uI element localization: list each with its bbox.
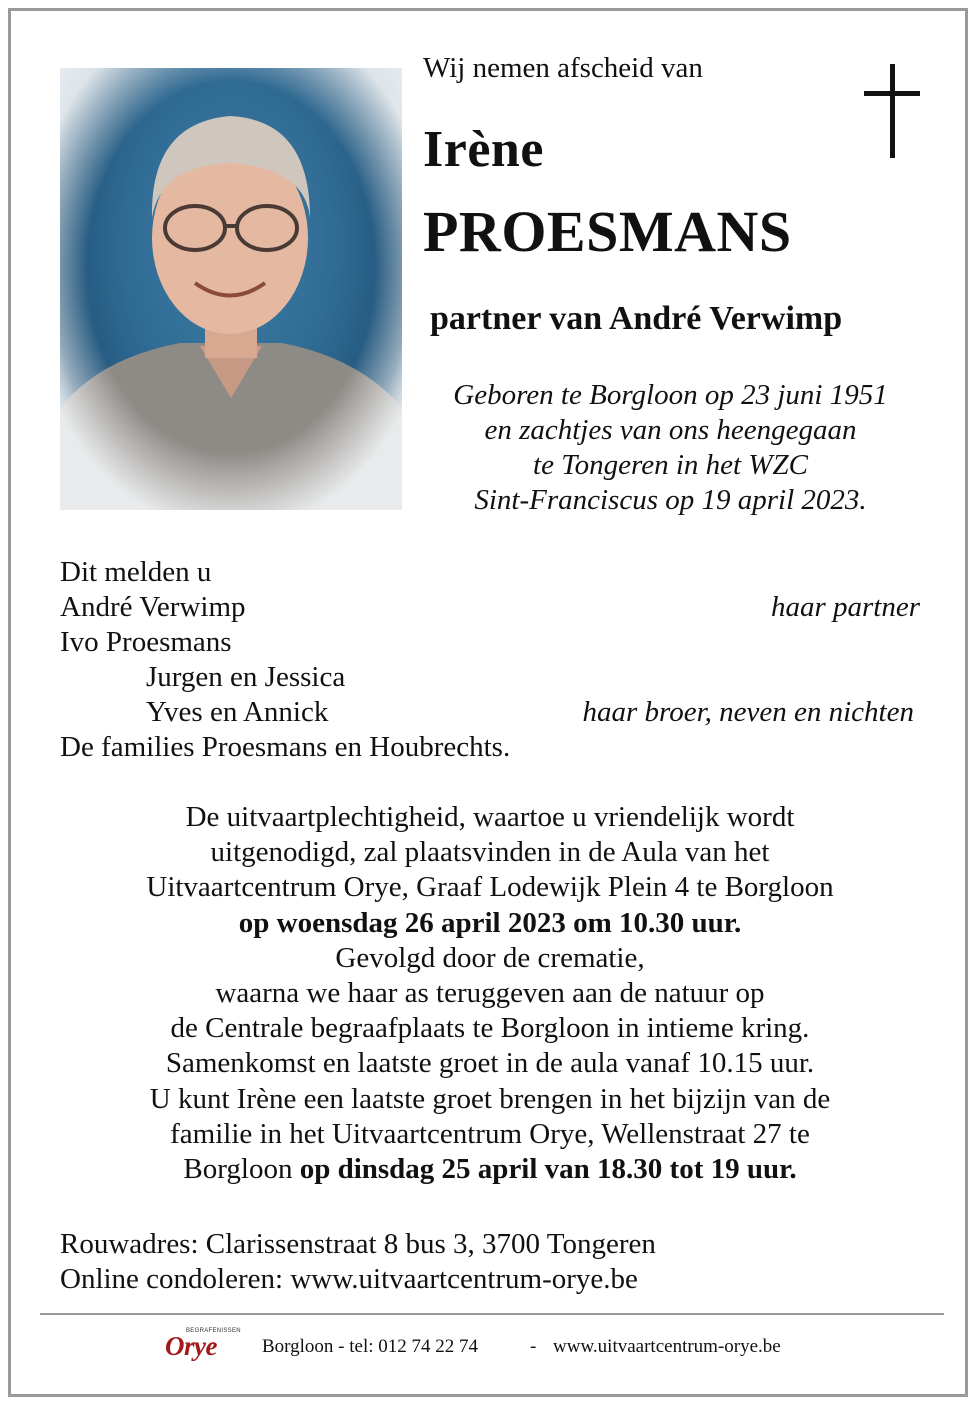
last-name: PROESMANS — [423, 199, 792, 264]
intro-text: Wij nemen afscheid van — [423, 52, 703, 84]
ceremony-line — [40, 1152, 940, 1187]
relative-name: Yves en Annick — [146, 696, 329, 728]
visit-date: op dinsdag 25 april van 18.30 tot 19 uur. — [299, 1153, 797, 1186]
mourning-address: Rouwadres: Clarissenstraat 8 bus 3, 3700 Tongeren — [60, 1228, 656, 1260]
relatives-intro: Dit melden u — [60, 556, 212, 588]
birth-death-info — [423, 378, 918, 518]
relative-role: haar broer, neven en nichten — [582, 696, 914, 728]
ceremony-line: De uitvaartplechtigheid, waartoe u vriendelijk wordt — [185, 801, 795, 833]
footer-website[interactable]: www.uitvaartcentrum-orye.be — [553, 1336, 781, 1357]
ceremony-line: U kunt Irène een laatste groet brengen in het bijzijn van de — [149, 1082, 831, 1115]
ceremony-line: de Centrale begraafplaats te Borgloon in intieme kring. — [170, 1012, 810, 1045]
visit-location: Borgloon — [183, 1153, 300, 1186]
birth-line: Geboren te Borgloon op 23 juni 1951 — [453, 379, 888, 411]
ceremony-line: Samenkomst en laatste groet in de aula vanaf 10.15 uur. — [165, 1047, 815, 1080]
birth-line: te Tongeren in het WZC — [533, 449, 808, 481]
logo-wordmark: Orye — [165, 1331, 217, 1361]
orye-logo — [165, 1328, 241, 1362]
ceremony-date: op woensdag 26 april 2023 om 10.30 uur. — [238, 906, 742, 939]
ceremony-line: waarna we haar as teruggeven aan de natuur op — [215, 977, 765, 1010]
portrait-photo — [60, 68, 402, 510]
relative-name: André Verwimp — [60, 591, 246, 623]
ceremony-line: Gevolgd door de crematie, — [335, 941, 645, 974]
birth-line: en zachtjes van ons heengegaan — [484, 414, 857, 446]
logo-tagline: BEGRAFENISSEN — [186, 1328, 241, 1334]
online-condolences: Online condoleren: www.uitvaartcentrum-orye.be — [60, 1263, 638, 1295]
footer-contact: Borgloon - tel: 012 74 22 74 — [262, 1336, 479, 1357]
ceremony-line: uitgenodigd, zal plaatsvinden in de Aula van het — [210, 836, 770, 869]
ceremony-line: familie in het Uitvaartcentrum Orye, Wellenstraat 27 te — [170, 1117, 810, 1150]
footer-separator: - — [530, 1336, 537, 1357]
footer-divider — [40, 1313, 944, 1315]
first-name: Irène — [423, 121, 544, 178]
birth-line: Sint-Franciscus op 19 april 2023. — [474, 484, 867, 516]
relative-name: De families Proesmans en Houbrechts. — [60, 731, 511, 763]
ceremony-line: Uitvaartcentrum Orye, Graaf Lodewijk Plein 4 te Borgloon — [146, 871, 834, 904]
relative-name: Ivo Proesmans — [60, 626, 232, 658]
ceremony-info — [40, 800, 940, 1187]
relative-name: Jurgen en Jessica — [146, 661, 346, 693]
partner-line: partner van André Verwimp — [430, 300, 843, 337]
cross-icon — [864, 64, 920, 158]
relative-role: haar partner — [770, 591, 920, 623]
